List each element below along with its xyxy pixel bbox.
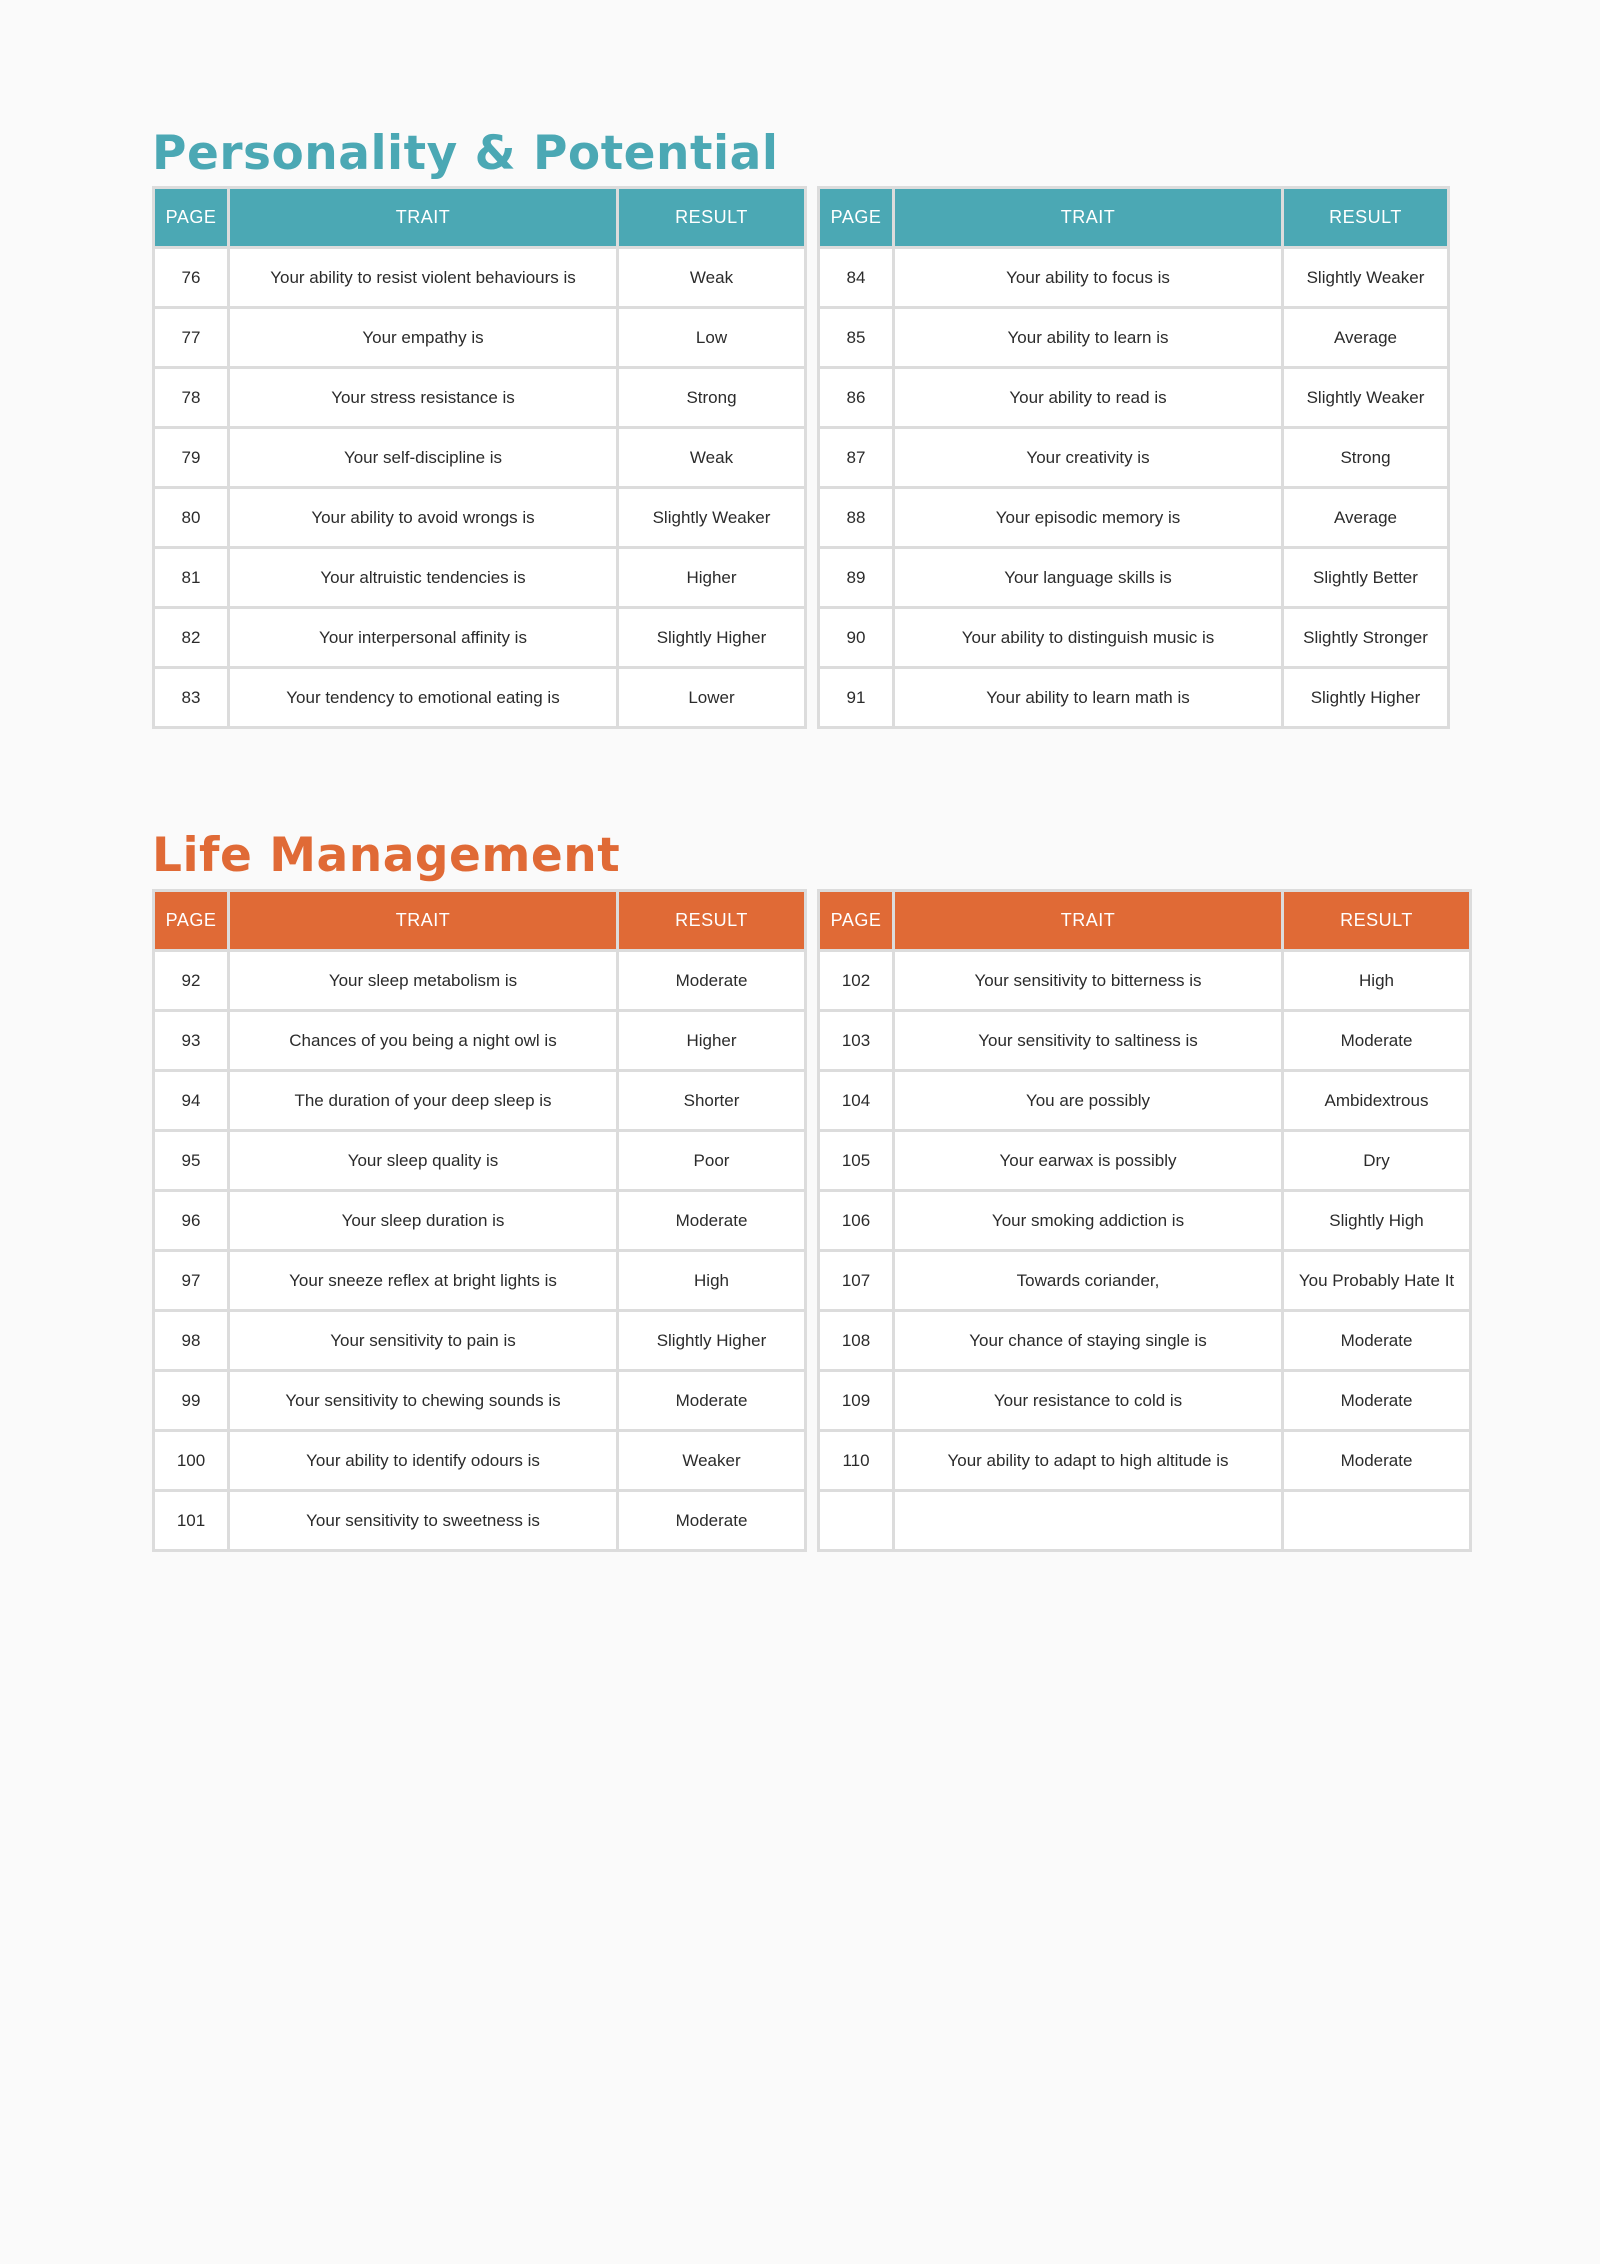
result-value: Moderate <box>618 1371 806 1431</box>
table-row <box>154 1251 806 1311</box>
trait-label: Your ability to focus is <box>894 248 1283 308</box>
trait-label: Your empathy is <box>229 308 618 368</box>
life-management-table-right <box>817 889 1472 1552</box>
result-value: Strong <box>618 368 806 428</box>
trait-label: Your sneeze reflex at bright lights is <box>229 1251 618 1311</box>
table-header-row <box>154 891 806 951</box>
table-row <box>819 951 1471 1011</box>
trait-label: Your ability to learn is <box>894 308 1283 368</box>
trait-label: Your sensitivity to bitterness is <box>894 951 1283 1011</box>
page-number: 89 <box>819 548 894 608</box>
header-page: PAGE <box>819 188 894 248</box>
trait-label: Your episodic memory is <box>894 488 1283 548</box>
table-row <box>819 1131 1471 1191</box>
page-number: 77 <box>154 308 229 368</box>
page-number: 102 <box>819 951 894 1011</box>
table-row <box>154 1311 806 1371</box>
trait-label: Your sleep quality is <box>229 1131 618 1191</box>
result-value: Ambidextrous <box>1283 1071 1471 1131</box>
table-row <box>154 1131 806 1191</box>
header-trait: TRAIT <box>894 188 1283 248</box>
header-result: RESULT <box>1283 891 1471 951</box>
table-row <box>154 1011 806 1071</box>
result-value: Slightly Higher <box>1283 668 1449 728</box>
trait-label: Your smoking addiction is <box>894 1191 1283 1251</box>
page-number: 98 <box>154 1311 229 1371</box>
header-page: PAGE <box>819 891 894 951</box>
table-row <box>819 488 1449 548</box>
page-number: 91 <box>819 668 894 728</box>
page-number: 81 <box>154 548 229 608</box>
table-row <box>154 608 806 668</box>
trait-label: Your sleep duration is <box>229 1191 618 1251</box>
table-row <box>154 1431 806 1491</box>
result-value: Slightly Better <box>1283 548 1449 608</box>
table-row <box>819 1431 1471 1491</box>
header-trait: TRAIT <box>229 188 618 248</box>
page-number: 82 <box>154 608 229 668</box>
result-value: Slightly Weaker <box>1283 368 1449 428</box>
result-value: Weaker <box>618 1431 806 1491</box>
header-page: PAGE <box>154 891 229 951</box>
result-value: Slightly Higher <box>618 608 806 668</box>
page-number: 97 <box>154 1251 229 1311</box>
header-trait: TRAIT <box>229 891 618 951</box>
trait-label: The duration of your deep sleep is <box>229 1071 618 1131</box>
page-number: 79 <box>154 428 229 488</box>
trait-label <box>894 1491 1283 1551</box>
result-value: Moderate <box>618 951 806 1011</box>
page-number: 100 <box>154 1431 229 1491</box>
trait-label: Your ability to read is <box>894 368 1283 428</box>
result-value: Weak <box>618 248 806 308</box>
page-number: 94 <box>154 1071 229 1131</box>
trait-label: Your earwax is possibly <box>894 1131 1283 1191</box>
result-value: Dry <box>1283 1131 1471 1191</box>
result-value: Slightly Stronger <box>1283 608 1449 668</box>
trait-label: Your ability to adapt to high altitude is <box>894 1431 1283 1491</box>
trait-label: Your sensitivity to pain is <box>229 1311 618 1371</box>
page-number: 96 <box>154 1191 229 1251</box>
table-header-row <box>154 188 806 248</box>
result-value: Moderate <box>1283 1431 1471 1491</box>
table-row <box>154 368 806 428</box>
table-row <box>154 1191 806 1251</box>
trait-label: Your ability to identify odours is <box>229 1431 618 1491</box>
page-number: 92 <box>154 951 229 1011</box>
table-row <box>819 428 1449 488</box>
page-number: 110 <box>819 1431 894 1491</box>
table-row <box>819 1191 1471 1251</box>
table-header-row <box>819 188 1449 248</box>
trait-label: Your sensitivity to chewing sounds is <box>229 1371 618 1431</box>
header-result: RESULT <box>1283 188 1449 248</box>
result-value: Shorter <box>618 1071 806 1131</box>
page-number: 105 <box>819 1131 894 1191</box>
table-row <box>154 668 806 728</box>
page-number: 83 <box>154 668 229 728</box>
table-row <box>819 1371 1471 1431</box>
trait-label: Your ability to avoid wrongs is <box>229 488 618 548</box>
page-number: 106 <box>819 1191 894 1251</box>
section-title-personality-potential: Personality & Potential <box>152 126 779 181</box>
page-number: 85 <box>819 308 894 368</box>
page-number: 104 <box>819 1071 894 1131</box>
table-row <box>819 608 1449 668</box>
page-number: 80 <box>154 488 229 548</box>
table-row <box>819 1011 1471 1071</box>
page-number: 103 <box>819 1011 894 1071</box>
trait-label: Chances of you being a night owl is <box>229 1011 618 1071</box>
trait-label: Your sensitivity to saltiness is <box>894 1011 1283 1071</box>
result-value: Low <box>618 308 806 368</box>
table-row <box>154 248 806 308</box>
table-row <box>154 548 806 608</box>
page-number: 90 <box>819 608 894 668</box>
page-number: 76 <box>154 248 229 308</box>
trait-label: Towards coriander, <box>894 1251 1283 1311</box>
page-number: 95 <box>154 1131 229 1191</box>
header-result: RESULT <box>618 188 806 248</box>
result-value: Higher <box>618 548 806 608</box>
result-value: High <box>618 1251 806 1311</box>
result-value: Moderate <box>1283 1011 1471 1071</box>
trait-label: Your language skills is <box>894 548 1283 608</box>
table-row <box>154 1371 806 1431</box>
result-value: Poor <box>618 1131 806 1191</box>
result-value: Slightly Weaker <box>618 488 806 548</box>
page-number: 101 <box>154 1491 229 1551</box>
page-number: 88 <box>819 488 894 548</box>
result-value: Slightly Weaker <box>1283 248 1449 308</box>
table-row <box>819 548 1449 608</box>
trait-label: Your ability to distinguish music is <box>894 608 1283 668</box>
life-management-table-left <box>152 889 807 1552</box>
result-value: Weak <box>618 428 806 488</box>
result-value <box>1283 1491 1471 1551</box>
page-number: 107 <box>819 1251 894 1311</box>
table-row <box>819 1311 1471 1371</box>
result-value: Moderate <box>1283 1371 1471 1431</box>
page-number <box>819 1491 894 1551</box>
page-number: 78 <box>154 368 229 428</box>
trait-label: Your creativity is <box>894 428 1283 488</box>
page-number: 109 <box>819 1371 894 1431</box>
table-row <box>154 951 806 1011</box>
result-value: Moderate <box>618 1491 806 1551</box>
trait-label: You are possibly <box>894 1071 1283 1131</box>
result-value: Strong <box>1283 428 1449 488</box>
trait-label: Your sleep metabolism is <box>229 951 618 1011</box>
trait-label: Your ability to resist violent behaviours is <box>229 248 618 308</box>
trait-label: Your self-discipline is <box>229 428 618 488</box>
result-value: Lower <box>618 668 806 728</box>
trait-label: Your altruistic tendencies is <box>229 548 618 608</box>
table-row <box>819 668 1449 728</box>
table-row <box>819 1251 1471 1311</box>
trait-label: Your tendency to emotional eating is <box>229 668 618 728</box>
header-result: RESULT <box>618 891 806 951</box>
trait-label: Your interpersonal affinity is <box>229 608 618 668</box>
trait-label: Your chance of staying single is <box>894 1311 1283 1371</box>
table-row <box>819 248 1449 308</box>
table-row <box>154 1491 806 1551</box>
page-number: 108 <box>819 1311 894 1371</box>
page-number: 93 <box>154 1011 229 1071</box>
table-row <box>154 1071 806 1131</box>
personality-table-right <box>817 186 1450 729</box>
table-header-row <box>819 891 1471 951</box>
result-value: Slightly Higher <box>618 1311 806 1371</box>
result-value: Average <box>1283 488 1449 548</box>
result-value: Moderate <box>1283 1311 1471 1371</box>
result-value: High <box>1283 951 1471 1011</box>
trait-label: Your stress resistance is <box>229 368 618 428</box>
table-row <box>819 1491 1471 1551</box>
page-number: 86 <box>819 368 894 428</box>
trait-label: Your sensitivity to sweetness is <box>229 1491 618 1551</box>
table-row <box>154 488 806 548</box>
result-value: Average <box>1283 308 1449 368</box>
result-value: Slightly High <box>1283 1191 1471 1251</box>
section-title-life-management: Life Management <box>152 828 621 883</box>
page-number: 99 <box>154 1371 229 1431</box>
page-number: 84 <box>819 248 894 308</box>
table-row <box>819 308 1449 368</box>
header-page: PAGE <box>154 188 229 248</box>
result-value: Moderate <box>618 1191 806 1251</box>
result-value: Higher <box>618 1011 806 1071</box>
page-number: 87 <box>819 428 894 488</box>
personality-table-left <box>152 186 807 729</box>
trait-label: Your ability to learn math is <box>894 668 1283 728</box>
table-row <box>154 308 806 368</box>
table-row <box>819 368 1449 428</box>
table-row <box>819 1071 1471 1131</box>
result-value: You Probably Hate It <box>1283 1251 1471 1311</box>
trait-label: Your resistance to cold is <box>894 1371 1283 1431</box>
table-row <box>154 428 806 488</box>
header-trait: TRAIT <box>894 891 1283 951</box>
